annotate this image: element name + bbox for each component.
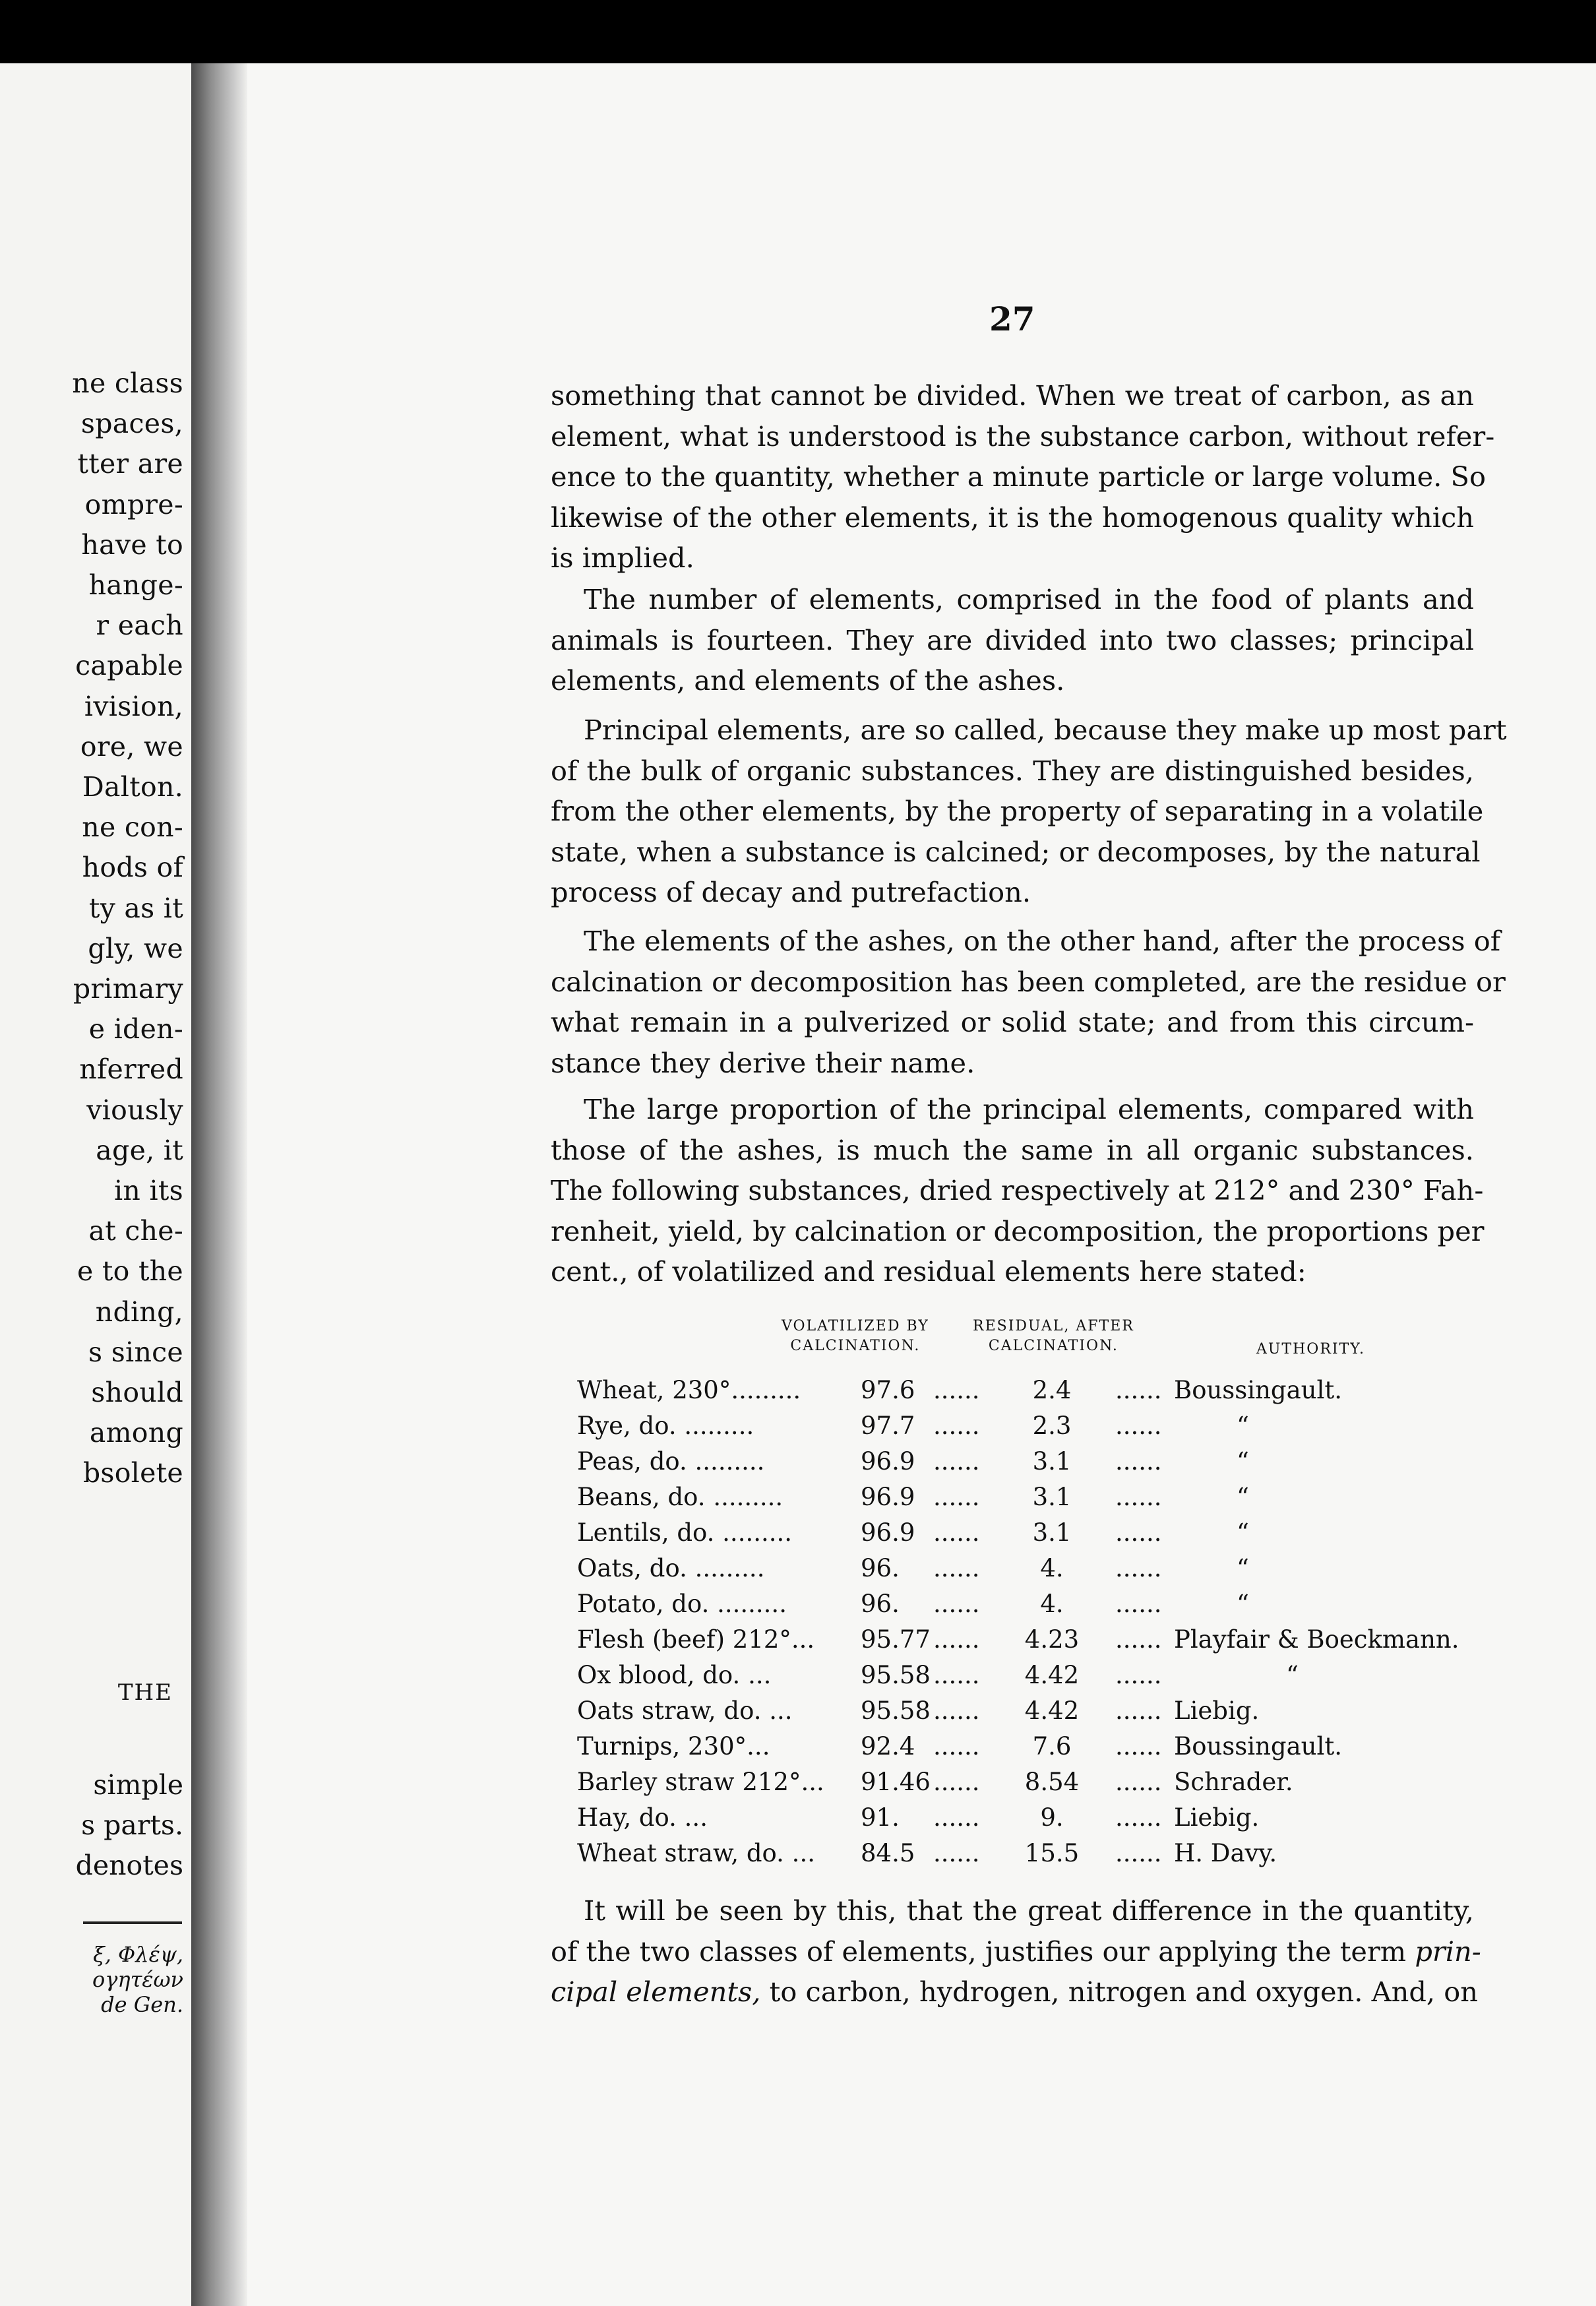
table-row xyxy=(577,1376,1540,1410)
cell-substance: Wheat, 230°......... xyxy=(577,1376,801,1404)
cell-volatilized: 96. xyxy=(861,1554,900,1582)
header-line: CALCINATION. xyxy=(988,1338,1119,1354)
cell-substance: Beans, do. ......... xyxy=(577,1483,783,1511)
text-line xyxy=(551,1972,1479,2012)
text-line: have to xyxy=(81,528,183,561)
paragraph-closing xyxy=(551,1890,1481,2012)
footnote-rule xyxy=(83,1921,182,1924)
text-line: stance they derive their name. xyxy=(551,1046,975,1079)
facing-page-heading: THE xyxy=(117,1679,173,1706)
facing-page-text-2 xyxy=(76,1765,183,1886)
cell-volatilized: 84.5 xyxy=(861,1839,915,1867)
text-line: something that cannot be divided. When we treat of carbon, as an xyxy=(551,379,1474,412)
cell-residual: 4.42 xyxy=(1024,1697,1080,1725)
cell-leader: ...... xyxy=(1115,1732,1162,1761)
header-line: RESIDUAL, AFTER xyxy=(973,1318,1134,1334)
text-line: ne con- xyxy=(82,811,183,844)
cell-leader: ...... xyxy=(1115,1803,1162,1832)
text-line: e to the xyxy=(77,1255,183,1288)
text-line: s since xyxy=(88,1336,183,1368)
table-row xyxy=(577,1839,1540,1873)
cell-residual: 3.1 xyxy=(1032,1518,1072,1547)
cell-leader: ...... xyxy=(933,1554,980,1582)
text-line: ore, we xyxy=(80,730,183,763)
text-line: ξ, Φλέψ, xyxy=(93,1942,183,1967)
table-row xyxy=(577,1803,1540,1838)
cell-residual: 4. xyxy=(1040,1590,1064,1618)
header-line: CALCINATION. xyxy=(790,1338,921,1354)
text-line: The large proportion of the principal elements, compared with xyxy=(584,1093,1474,1125)
table-row xyxy=(577,1447,1540,1481)
text-line: elements, and elements of the ashes. xyxy=(551,664,1065,697)
cell-authority: “ xyxy=(1237,1483,1249,1511)
cell-residual: 4.42 xyxy=(1024,1661,1080,1689)
text-line: hods of xyxy=(82,852,183,884)
text-line: tter are xyxy=(77,448,183,480)
cell-substance: Peas, do. ......... xyxy=(577,1447,765,1476)
cell-authority: H. Davy. xyxy=(1174,1839,1277,1867)
cell-residual: 2.3 xyxy=(1032,1412,1072,1440)
text-line: process of decay and putrefaction. xyxy=(551,876,1031,908)
cell-leader: ...... xyxy=(1115,1376,1162,1404)
cell-volatilized: 91.46 xyxy=(861,1768,931,1796)
text-line: ompre- xyxy=(84,488,183,520)
cell-authority: “ xyxy=(1237,1518,1249,1547)
text-line: viously xyxy=(86,1094,183,1126)
cell-residual: 8.54 xyxy=(1024,1768,1080,1796)
cell-substance: Oats straw, do. ... xyxy=(577,1697,793,1725)
text-line: s parts. xyxy=(81,1809,183,1842)
table-row xyxy=(577,1768,1540,1802)
cell-leader: ...... xyxy=(1115,1661,1162,1689)
text-run: of the two classes of elements, justifies our applying the term xyxy=(551,1935,1415,1968)
text-line: capable xyxy=(75,650,183,682)
cell-leader: ...... xyxy=(933,1518,980,1547)
table-row xyxy=(577,1590,1540,1624)
text-line: element, what is understood is the substance carbon, without refer- xyxy=(551,420,1495,452)
cell-leader: ...... xyxy=(1115,1483,1162,1511)
table-row xyxy=(577,1483,1540,1517)
cell-leader: ...... xyxy=(933,1839,980,1867)
text-line: those of the ashes, is much the same in all organic substances. xyxy=(551,1133,1474,1166)
text-line: The number of elements, comprised in the food of plants and xyxy=(584,583,1474,615)
cell-leader: ...... xyxy=(1115,1412,1162,1440)
text-line: ence to the quantity, whether a minute particle or large volume. So xyxy=(551,460,1486,493)
text-line: state, when a substance is calcined; or decomposes, by the natural xyxy=(551,835,1481,868)
text-line: calcination or decomposition has been completed, are the residue or xyxy=(551,965,1506,998)
cell-authority: “ xyxy=(1237,1590,1249,1618)
cell-authority: “ xyxy=(1237,1447,1249,1476)
cell-substance: Wheat straw, do. ... xyxy=(577,1839,815,1867)
header-line: VOLATILIZED BY xyxy=(782,1318,929,1334)
text-line: r each xyxy=(96,609,183,642)
facing-page-footnote xyxy=(92,1942,183,2017)
table-row xyxy=(577,1518,1540,1553)
cell-authority: Playfair & Boeckmann. xyxy=(1174,1625,1459,1654)
text-line: e iden- xyxy=(88,1013,183,1045)
text-line: at che- xyxy=(88,1215,183,1247)
text-line: renheit, yield, by calcination or decomposition, the proportions per xyxy=(551,1214,1485,1247)
cell-authority: Schrader. xyxy=(1174,1768,1293,1796)
text-line: bsolete xyxy=(82,1457,183,1489)
table-row xyxy=(577,1412,1540,1446)
text-line: simple xyxy=(93,1769,183,1801)
text-line: de Gen. xyxy=(101,1992,183,2017)
cell-leader: ...... xyxy=(1115,1839,1162,1867)
text-line: ty as it xyxy=(88,892,183,924)
text-line: It will be seen by this, that the great difference in the quantity, xyxy=(584,1894,1474,1927)
cell-authority: “ xyxy=(1237,1554,1249,1582)
cell-substance: Turnips, 230°... xyxy=(577,1732,770,1761)
table-row xyxy=(577,1625,1540,1660)
column-header-volatilized xyxy=(782,1317,929,1356)
text-line: denotes xyxy=(75,1850,183,1882)
cell-authority: Liebig. xyxy=(1174,1697,1260,1725)
cell-residual: 4. xyxy=(1040,1554,1064,1582)
cell-leader: ...... xyxy=(1115,1768,1162,1796)
cell-substance: Potato, do. ......... xyxy=(577,1590,787,1618)
cell-authority: “ xyxy=(1237,1412,1249,1440)
text-line xyxy=(551,1931,1481,1972)
cell-leader: ...... xyxy=(1115,1518,1162,1547)
cell-leader: ...... xyxy=(1115,1625,1162,1654)
text-line: ivision, xyxy=(84,690,183,722)
text-line: of the bulk of organic substances. They are distinguished besides, xyxy=(551,754,1474,787)
table-row xyxy=(577,1554,1540,1588)
cell-substance: Lentils, do. ......... xyxy=(577,1518,793,1547)
cell-substance: Ox blood, do. ... xyxy=(577,1661,772,1689)
cell-volatilized: 97.6 xyxy=(861,1376,915,1404)
cell-authority: “ xyxy=(1286,1661,1299,1689)
page-number: 27 xyxy=(989,299,1035,338)
table-row xyxy=(577,1697,1540,1731)
cell-authority: Boussingault. xyxy=(1174,1732,1342,1761)
paragraph-4 xyxy=(551,921,1506,1083)
cell-leader: ...... xyxy=(933,1483,980,1511)
cell-leader: ...... xyxy=(1115,1590,1162,1618)
text-line: nferred xyxy=(79,1053,183,1086)
table-row xyxy=(577,1732,1540,1766)
text-line: likewise of the other elements, it is the homogenous quality which xyxy=(551,501,1474,534)
text-line: what remain in a pulverized or solid state; and from this circum- xyxy=(551,1006,1474,1038)
cell-leader: ...... xyxy=(1115,1447,1162,1476)
text-line: should xyxy=(91,1377,183,1409)
cell-volatilized: 96.9 xyxy=(861,1518,915,1547)
text-line: ne class xyxy=(72,367,183,399)
cell-authority: Liebig. xyxy=(1174,1803,1260,1832)
facing-page-text xyxy=(72,363,183,1494)
book-gutter xyxy=(191,63,247,2306)
column-header-authority: AUTHORITY. xyxy=(1256,1341,1365,1357)
text-line: cent., of volatilized and residual elements here stated: xyxy=(551,1255,1306,1288)
cell-leader: ...... xyxy=(933,1625,980,1654)
cell-substance: Rye, do. ......... xyxy=(577,1412,754,1440)
paragraph-5 xyxy=(551,1089,1485,1292)
cell-leader: ...... xyxy=(933,1803,980,1832)
text-line: is implied. xyxy=(551,542,694,574)
cell-leader: ...... xyxy=(933,1447,980,1476)
text-line: Dalton. xyxy=(82,771,183,803)
cell-volatilized: 95.58 xyxy=(861,1697,931,1725)
text-line: spaces, xyxy=(80,408,183,440)
text-line: age, it xyxy=(96,1134,183,1166)
cell-leader: ...... xyxy=(933,1590,980,1618)
text-line: The following substances, dried respectively at 212° and 230° Fah- xyxy=(551,1174,1484,1206)
cell-volatilized: 97.7 xyxy=(861,1412,915,1440)
text-line: hange- xyxy=(88,569,183,602)
text-line: among xyxy=(89,1417,183,1449)
cell-leader: ...... xyxy=(933,1376,980,1404)
text-line: Principal elements, are so called, because they make up most part xyxy=(584,714,1507,746)
book-page xyxy=(247,63,1596,2306)
cell-leader: ...... xyxy=(933,1412,980,1440)
text-line: from the other elements, by the property of separating in a volatile xyxy=(551,795,1484,827)
text-line: The elements of the ashes, on the other hand, after the process of xyxy=(584,925,1501,957)
text-line: in its xyxy=(114,1175,183,1207)
cell-leader: ...... xyxy=(933,1732,980,1761)
cell-volatilized: 96.9 xyxy=(861,1447,915,1476)
cell-authority: Boussingault. xyxy=(1174,1376,1342,1404)
cell-residual: 15.5 xyxy=(1024,1839,1080,1867)
paragraph-2 xyxy=(551,579,1474,701)
cell-volatilized: 96.9 xyxy=(861,1483,915,1511)
italic-term: cipal elements, xyxy=(551,1976,761,2008)
italic-term: prin- xyxy=(1415,1935,1481,1968)
text-line: gly, we xyxy=(88,932,183,964)
text-line: primary xyxy=(73,973,183,1005)
cell-residual: 9. xyxy=(1040,1803,1064,1832)
paragraph-1 xyxy=(551,375,1495,578)
cell-substance: Flesh (beef) 212°... xyxy=(577,1625,815,1654)
text-line: nding, xyxy=(95,1295,183,1328)
cell-leader: ...... xyxy=(933,1661,980,1689)
cell-residual: 4.23 xyxy=(1024,1625,1080,1654)
cell-residual: 3.1 xyxy=(1032,1447,1072,1476)
cell-substance: Barley straw 212°... xyxy=(577,1768,824,1796)
cell-residual: 2.4 xyxy=(1032,1376,1072,1404)
cell-volatilized: 92.4 xyxy=(861,1732,915,1761)
cell-substance: Oats, do. ......... xyxy=(577,1554,765,1582)
column-header-residual xyxy=(973,1317,1134,1356)
cell-leader: ...... xyxy=(933,1697,980,1725)
cell-residual: 7.6 xyxy=(1032,1732,1072,1761)
cell-substance: Hay, do. ... xyxy=(577,1803,708,1832)
paragraph-3 xyxy=(551,710,1507,913)
cell-volatilized: 95.58 xyxy=(861,1661,931,1689)
cell-volatilized: 96. xyxy=(861,1590,900,1618)
text-run: to carbon, hydrogen, nitrogen and oxygen. And, on xyxy=(760,1976,1479,2008)
cell-leader: ...... xyxy=(1115,1554,1162,1582)
cell-leader: ...... xyxy=(1115,1697,1162,1725)
text-line: animals is fourteen. They are divided into two classes; principal xyxy=(551,623,1474,656)
table-row xyxy=(577,1661,1540,1695)
cell-volatilized: 95.77 xyxy=(861,1625,931,1654)
cell-volatilized: 91. xyxy=(861,1803,900,1832)
facing-page xyxy=(0,63,191,2306)
text-line: ογητέων xyxy=(92,1967,183,1992)
cell-residual: 3.1 xyxy=(1032,1483,1072,1511)
cell-leader: ...... xyxy=(933,1768,980,1796)
